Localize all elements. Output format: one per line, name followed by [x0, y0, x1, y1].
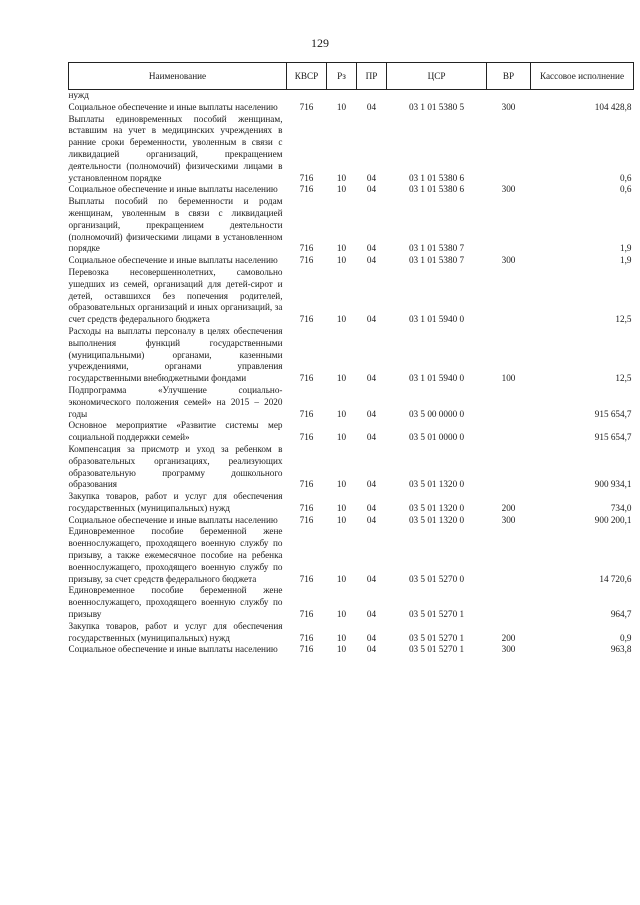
row-name: Единовременное пособие беременной жене военнослужащего, проходящего военную службу по призыву, а также ежемесячное пособие на ребенка военнослужащего, проходящего военную службу по призыву, за счет средств федерального бюджета: [68, 526, 283, 584]
row-csr: 03 5 01 5270 1: [408, 644, 465, 655]
row-sum: [531, 90, 634, 102]
row-name: Закупка товаров, работ и услуг для обеспечения государственных (муниципальных) нужд: [68, 491, 283, 513]
row-vr: 100: [501, 373, 516, 384]
row-name: Расходы на выплаты персоналу в целях обеспечения выполнения функций государственными (муниципальными) органами, казенными учреждениями, органами управления государственными внебюджетными фондами: [68, 325, 283, 384]
row-name: Основное мероприятие «Развитие системы мер социальной поддержки семей»: [68, 420, 283, 443]
row-vr: [487, 385, 531, 420]
row-sum: 0,6: [620, 172, 632, 183]
row-name: нужд: [68, 90, 89, 100]
row-name: Перевозка несовершеннолетних, самовольно ушедших из семей, организаций для детей-сирот и детей, оставшихся без попечения родителей, образовательных организаций и иных организаций, за счет средств федерального бюджета: [68, 266, 283, 325]
row-csr: 03 1 01 5380 6: [408, 184, 465, 195]
row-vr: [487, 526, 531, 585]
row-name: Выплаты пособий по беременности и родам женщинам, уволенным в связи с ликвидацией организаций, прекращением деятельности (полномочий) физическими лицами в установленном порядке: [68, 196, 283, 254]
row-pr: 04: [366, 314, 377, 325]
header-pr: ПР: [357, 63, 387, 90]
table-body: [69, 90, 634, 657]
row-name: Социальное обеспечение и иные выплаты населению: [68, 644, 278, 655]
row-sum: 900 200,1: [594, 514, 632, 525]
row-csr: 03 5 01 1320 0: [408, 514, 465, 525]
row-name: Единовременное пособие беременной жене военнослужащего, проходящего военную службу по призыву: [68, 585, 283, 620]
row-rz: 10: [336, 184, 347, 195]
row-csr: 03 5 01 1320 0: [408, 479, 465, 490]
row-vr: 300: [501, 255, 516, 266]
table-row: [69, 585, 634, 620]
row-csr: 03 5 00 0000 0: [408, 408, 465, 419]
row-vr: [487, 585, 531, 620]
row-csr: 03 5 01 5270 0: [408, 573, 465, 584]
row-kvsr: 716: [299, 243, 314, 254]
row-rz: 10: [336, 373, 347, 384]
table-row: [69, 444, 634, 491]
row-kvsr: 716: [299, 408, 314, 419]
row-csr: 03 5 01 5270 1: [408, 609, 465, 620]
row-kvsr: 716: [299, 514, 314, 525]
row-kvsr: 716: [299, 101, 314, 112]
table-row: [69, 255, 634, 267]
table-row: [69, 385, 634, 420]
row-vr: [487, 196, 531, 255]
row-csr: 03 5 01 1320 0: [408, 502, 465, 513]
table-row: [69, 420, 634, 444]
row-vr: 300: [501, 101, 516, 112]
row-sum: 900 934,1: [594, 479, 632, 490]
row-pr: 04: [366, 514, 377, 525]
header-name: Наименование: [69, 63, 287, 90]
header-rz: Рз: [327, 63, 357, 90]
row-vr: 200: [501, 632, 516, 643]
table-row: [69, 644, 634, 656]
table-row: [69, 102, 634, 114]
row-name: Закупка товаров, работ и услуг для обеспечения государственных (муниципальных) нужд: [68, 620, 283, 643]
row-pr: 04: [366, 172, 377, 183]
row-vr: [487, 114, 531, 185]
row-pr: 04: [366, 101, 377, 112]
row-rz: 10: [336, 101, 347, 112]
row-vr: [487, 420, 531, 444]
row-sum: 915 654,7: [594, 408, 632, 419]
row-vr: 300: [501, 644, 516, 655]
table-row: [69, 621, 634, 645]
header-vr: ВР: [487, 63, 531, 90]
row-name: Социальное обеспечение и иные выплаты населению: [68, 255, 278, 266]
row-pr: 04: [366, 373, 377, 384]
table-row: [69, 526, 634, 585]
row-csr: 03 1 01 5380 7: [408, 243, 465, 254]
row-rz: 10: [336, 573, 347, 584]
row-name: Подпрограмма «Улучшение социально-экономического положения семей» на 2015 – 2020 годы: [68, 384, 283, 419]
row-kvsr: 716: [299, 255, 314, 266]
row-vr: 200: [501, 502, 516, 513]
row-rz: 10: [336, 408, 347, 419]
row-csr: 03 5 01 5270 1: [408, 632, 465, 643]
row-name: Социальное обеспечение и иные выплаты населению: [68, 101, 278, 112]
row-name: Социальное обеспечение и иные выплаты населению: [68, 184, 278, 195]
row-kvsr: 716: [299, 479, 314, 490]
table-header-row: [69, 63, 634, 90]
row-vr: [487, 267, 531, 326]
row-kvsr: 716: [299, 644, 314, 655]
row-kvsr: 716: [299, 172, 314, 183]
row-sum: 0,6: [620, 184, 632, 195]
row-sum: 963,8: [610, 644, 632, 655]
row-kvsr: 716: [299, 432, 314, 443]
header-sum: Кассовое исполнение: [531, 63, 634, 90]
row-kvsr: [287, 90, 327, 102]
row-rz: 10: [336, 432, 347, 443]
row-csr: 03 1 01 5380 6: [408, 172, 465, 183]
row-sum: 964,7: [610, 609, 632, 620]
row-kvsr: 716: [299, 502, 314, 513]
row-vr: [487, 444, 531, 491]
row-pr: 04: [366, 255, 377, 266]
row-rz: 10: [336, 502, 347, 513]
row-kvsr: 716: [299, 573, 314, 584]
row-rz: 10: [336, 479, 347, 490]
row-vr: [487, 90, 531, 102]
row-csr: [387, 90, 487, 102]
row-name: Компенсация за присмотр и уход за ребенком в образовательных организациях, реализующих образовательную программу дошкольного образования: [68, 443, 283, 490]
table-row: [69, 491, 634, 515]
row-csr: 03 1 01 5940 0: [408, 314, 465, 325]
row-kvsr: 716: [299, 314, 314, 325]
table-row: [69, 114, 634, 185]
row-rz: 10: [336, 514, 347, 525]
row-csr: 03 5 01 0000 0: [408, 432, 465, 443]
row-sum: 1,9: [620, 255, 632, 266]
row-pr: 04: [366, 632, 377, 643]
row-pr: 04: [366, 432, 377, 443]
row-pr: 04: [366, 184, 377, 195]
row-rz: 10: [336, 609, 347, 620]
row-rz: 10: [336, 243, 347, 254]
row-rz: [327, 90, 357, 102]
row-pr: 04: [366, 243, 377, 254]
row-sum: 12,5: [615, 314, 632, 325]
table-row: [69, 326, 634, 385]
row-rz: 10: [336, 172, 347, 183]
row-pr: 04: [366, 479, 377, 490]
row-name: Социальное обеспечение и иные выплаты населению: [68, 514, 278, 525]
table-row: [69, 90, 634, 102]
row-kvsr: 716: [299, 632, 314, 643]
header-csr: ЦСР: [387, 63, 487, 90]
row-vr: 300: [501, 514, 516, 525]
row-pr: [357, 90, 387, 102]
row-sum: 734,0: [610, 502, 632, 513]
row-kvsr: 716: [299, 184, 314, 195]
row-sum: 1,9: [620, 243, 632, 254]
row-pr: 04: [366, 408, 377, 419]
row-vr: 300: [501, 184, 516, 195]
row-sum: 0,9: [620, 632, 632, 643]
row-rz: 10: [336, 255, 347, 266]
row-rz: 10: [336, 632, 347, 643]
row-kvsr: 716: [299, 609, 314, 620]
row-rz: 10: [336, 314, 347, 325]
row-csr: 03 1 01 5380 7: [408, 255, 465, 266]
table-row: [69, 515, 634, 527]
row-csr: 03 1 01 5380 5: [408, 101, 465, 112]
table-row: [69, 196, 634, 255]
row-pr: 04: [366, 644, 377, 655]
header-kvsr: КВСР: [287, 63, 327, 90]
row-sum: 12,5: [615, 373, 632, 384]
row-csr: 03 1 01 5940 0: [408, 373, 465, 384]
page-number: 129: [311, 36, 329, 50]
row-kvsr: 716: [299, 373, 314, 384]
row-pr: 04: [366, 502, 377, 513]
table-row: [69, 184, 634, 196]
row-sum: 915 654,7: [594, 432, 632, 443]
budget-table: [68, 62, 634, 656]
row-name: Выплаты единовременных пособий женщинам, вставшим на учет в медицинских учреждениях в ранние сроки беременности, уволенным в связи с ликвидацией организаций, прекращением деятельности (полномочий) физическими лицами в установленном порядке: [68, 113, 283, 183]
table-row: [69, 267, 634, 326]
row-pr: 04: [366, 609, 377, 620]
row-rz: 10: [336, 644, 347, 655]
row-sum: 104 428,8: [594, 101, 632, 112]
row-sum: 14 720,6: [599, 573, 632, 584]
row-pr: 04: [366, 573, 377, 584]
